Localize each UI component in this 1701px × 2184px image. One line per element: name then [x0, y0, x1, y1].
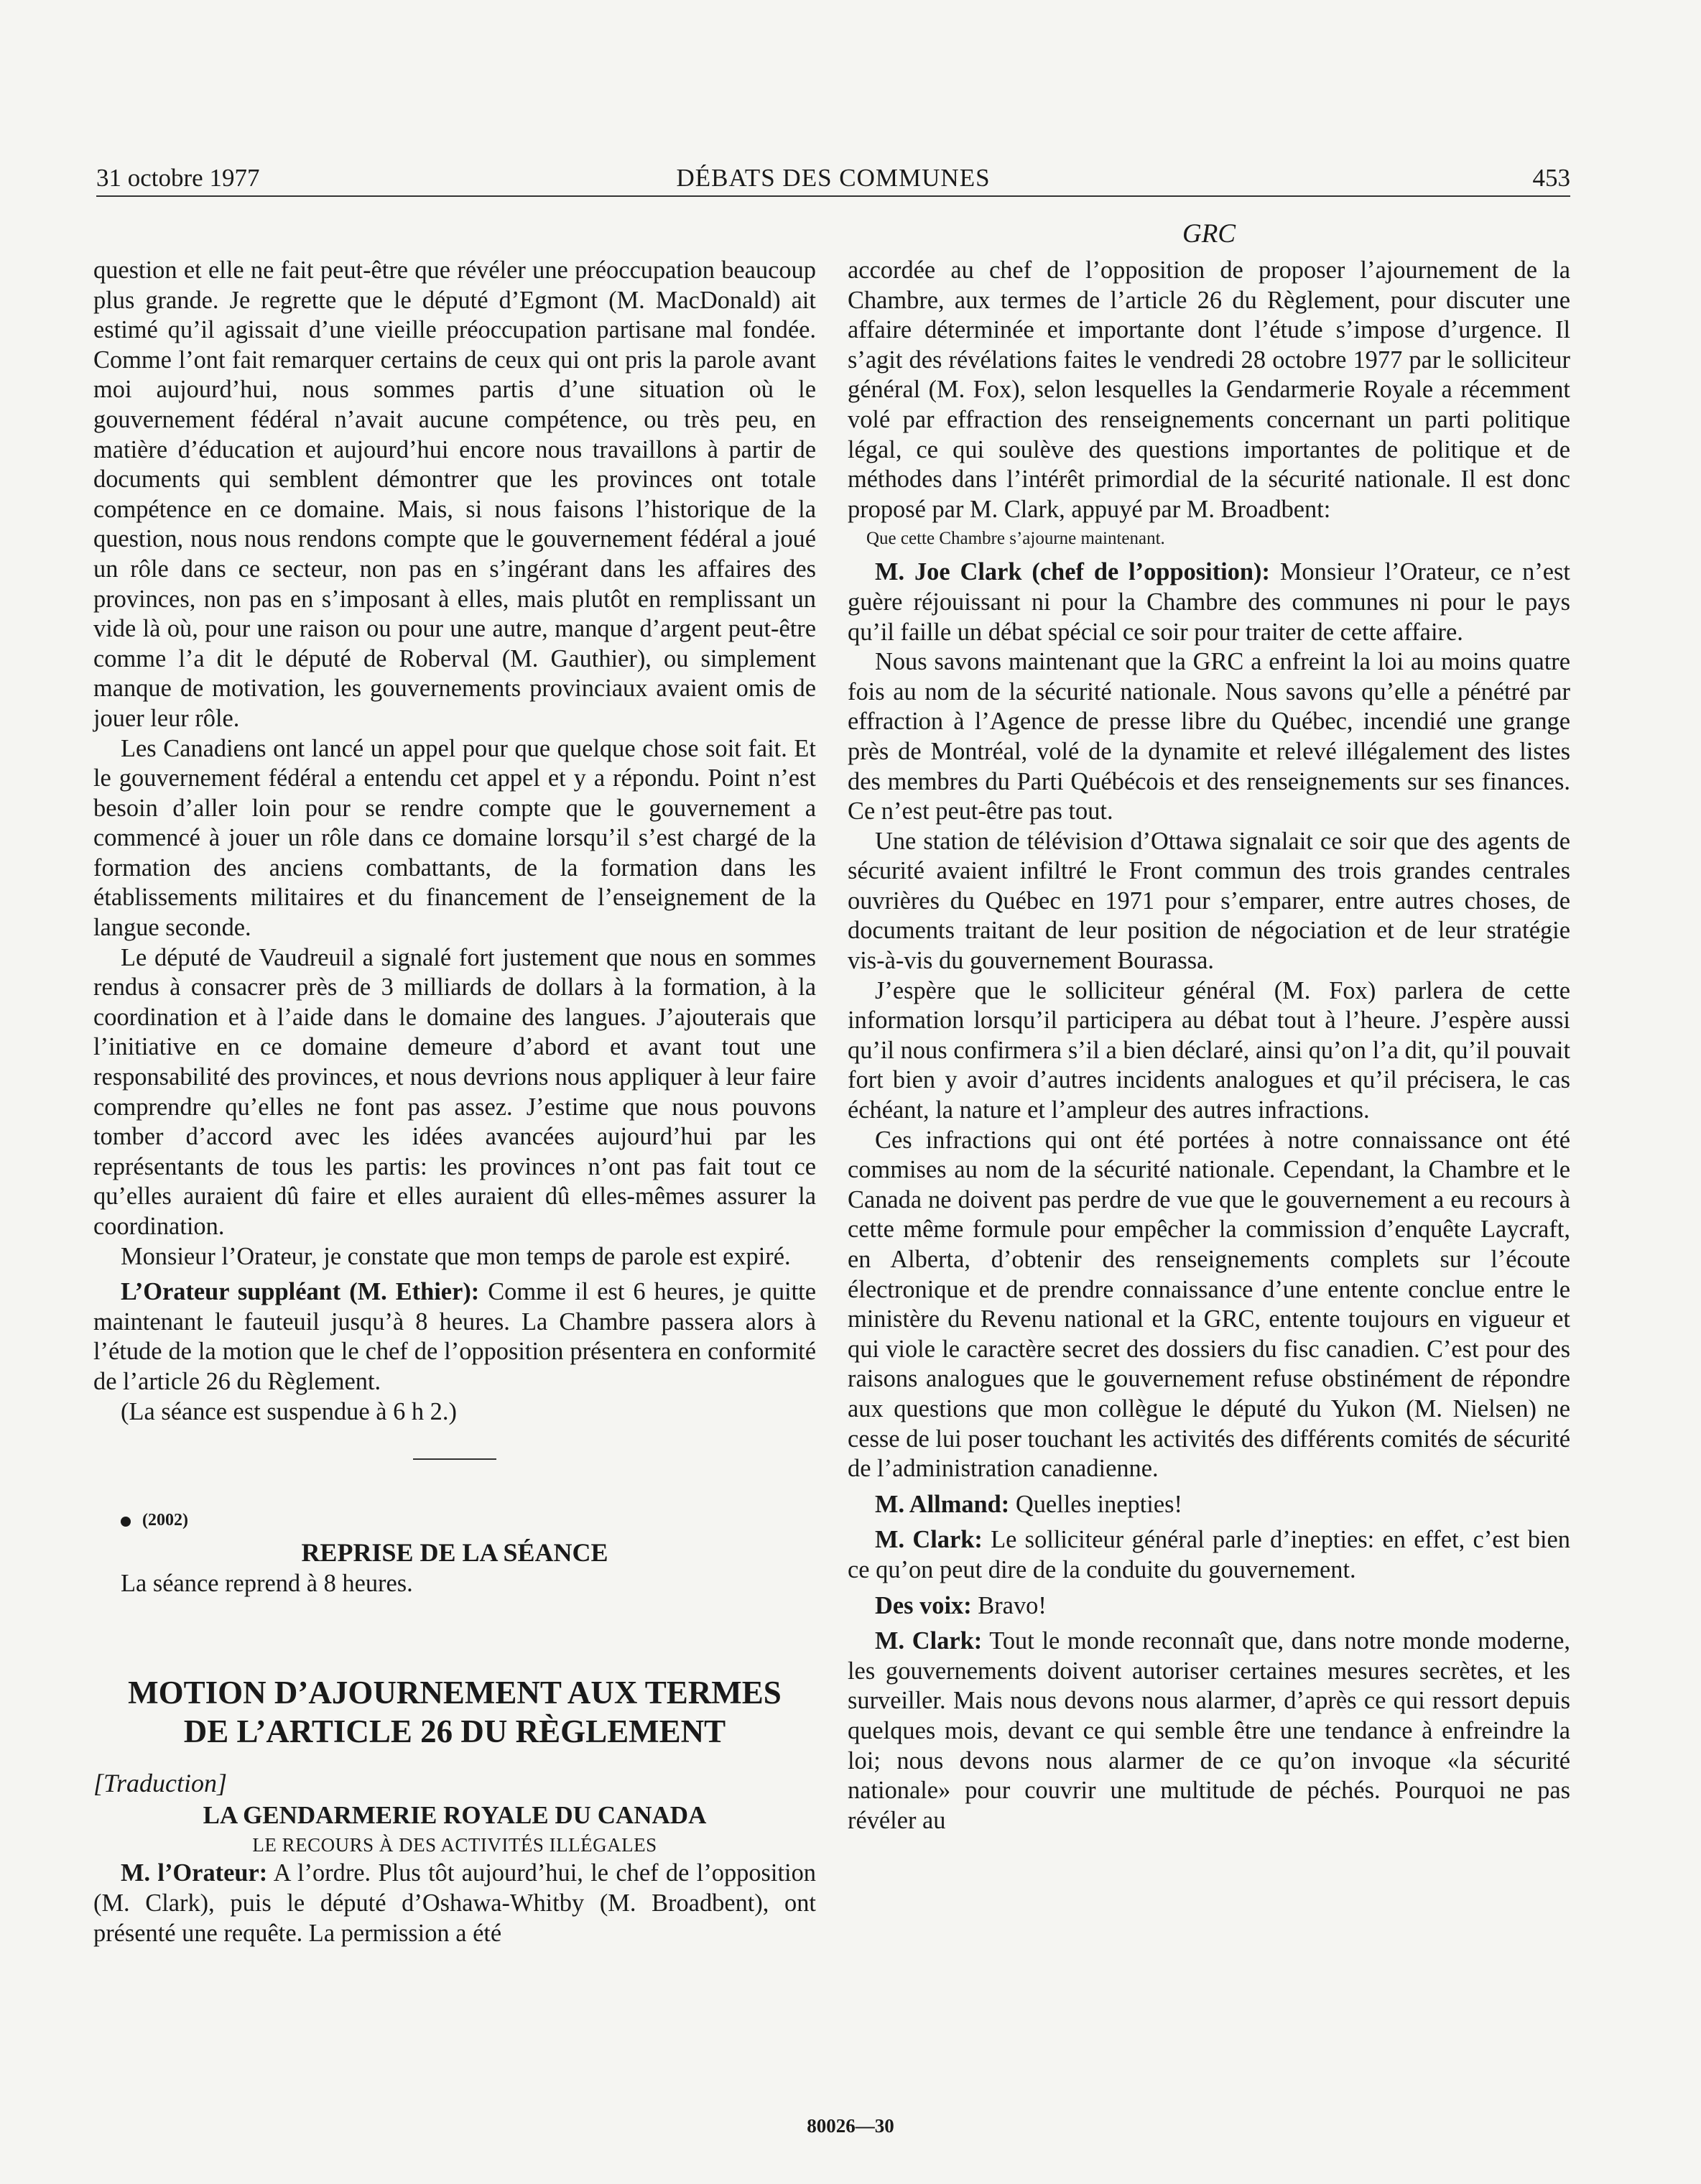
speaker-name: M. Allmand:	[875, 1490, 1010, 1518]
paragraph: (La séance est suspendue à 6 h 2.)	[121, 1397, 457, 1425]
section-divider	[413, 1458, 496, 1460]
left-column	[93, 256, 816, 1948]
topic-heading: GRC	[1182, 219, 1236, 249]
speech-text: A l’ordre. Plus tôt aujourd’hui, le chef de l’opposition (M. Clark), puis le député d’Oshawa-Whitby (M. Broadbent), ont présenté une requête. La permission a été	[93, 1859, 816, 1947]
paragraph: Nous savons maintenant que la GRC a enfreint la loi au moins quatre fois au nom de la sécurité nationale. Nous savons qu’elle a pénétré par effraction à l’Agence de presse libre du Québec, incendié une grange près de Montréal, volé de la dynamite et relevé illégalement des listes des membres du Parti Québécois et des renseignements sur ses finances. Ce n’est peut-être pas tout.	[848, 648, 1570, 825]
bullet-icon	[121, 1517, 131, 1527]
speaker-name: M. l’Orateur:	[121, 1859, 268, 1887]
paragraph: Les Canadiens ont lancé un appel pour que quelque chose soit fait. Et le gouvernement fédéral a entendu cet appel et y a répondu. Point n’est besoin d’aller loin pour se rendre compte que le gouvernement a commencé à jouer un rôle dans ce domaine lorsqu’il s’est chargé de la formation des anciens combattants, de la formation dans les établissements militaires et du financement de l’enseignement de la langue seconde.	[93, 734, 816, 942]
speech-text: Quelles inepties!	[1009, 1490, 1182, 1518]
speech-paragraph	[848, 557, 1570, 647]
paragraph: J’espère que le solliciteur général (M. Fox) parlera de cette information lorsqu’il participera au débat tout à l’heure. J’espère aussi qu’il nous confirmera s’il a bien déclaré, ainsi qu’on l’a dit, qu’il pouvait fort bien y avoir d’autres incidents analogues et qu’il précisera, le cas échéant, la nature et l’ampleur des autres infractions.	[848, 976, 1570, 1124]
speech-paragraph	[93, 1277, 816, 1397]
paragraph: question et elle ne fait peut-être que révéler une préoccupation beaucoup plus grande. Je regrette que le député d’Egmont (M. MacDonald) ait estimé qu’il agissait d’une vieille préoccupation partisane mal fondée. Comme l’ont fait remarquer certains de ceux qui ont pris la parole avant moi aujourd’hui, nous sommes partis d’une situation où le gouvernement fédéral n’avait aucune compétence, ou très peu, en matière d’éducation et aujourd’hui encore nous travaillons à partir de documents qui semblent démontrer que les provinces ont totale compétence en ce domaine. Mais, si nous faisons l’historique de la question, nous nous rendons compte que le gouvernement fédéral a joué un rôle dans ce secteur, non pas en s’ingérant dans les affaires des provinces, non pas en s’imposant à elles, mais plutôt en remplissant un vide là où, pour une raison ou pour une autre, manque d’argent peut-être comme l’a dit le député de Roberval (M. Gauthier), ou simplement manque de motivation, les gouvernements provinciaux avaient omis de jouer leur rôle.	[93, 256, 816, 732]
paragraph: Monsieur l’Orateur, je constate que mon temps de parole est expiré.	[121, 1242, 791, 1270]
speech-paragraph	[848, 1490, 1570, 1520]
speaker-name: Des voix:	[875, 1591, 972, 1619]
timestamp-marker	[93, 1506, 816, 1536]
speech-text: Bravo!	[971, 1591, 1047, 1619]
paragraph: Ces infractions qui ont été portées à notre connaissance ont été commises au nom de la sécurité nationale. Cependant, la Chambre et le Canada ne doivent pas perdre de vue que le gouvernement a eu recours à cette même formule pour empêcher la commission d’enquête Laycraft, en Alberta, d’obtenir des renseignements complets sur l’écoute électronique et de prendre connaissance d’une entente conclue entre le ministère du Revenu national et la GRC, entente toujours en vigueur et qui viole le caractère secret des dossiers du fisc canadien. C’est pour des raisons analogues que le gouvernement refuse obstinément de répondre aux questions que mon collègue le député du Yukon (M. Nielsen) ne cesse de lui poser touchant les activités des différents comités de sécurité de l’administration canadienne.	[848, 1126, 1570, 1483]
grc-heading: LA GENDARMERIE ROYALE DU CANADA	[203, 1801, 707, 1830]
speech-paragraph	[848, 1627, 1570, 1836]
speech-text: Tout le monde reconnaît que, dans notre monde moderne, les gouvernements doivent autoriser certaines mesures secrètes, et les surveiller. Mais nous devons nous alarmer, d’après ce qui ressort depuis quelques mois, devant ce qui semble être une tendance à enfreindre la loi; nous devons nous alarmer de ce qu’on invoque «la sécurité nationale» pour couvrir une multitude de péchés. Pourquoi ne pas révéler au	[848, 1627, 1570, 1834]
paragraph: La séance reprend à 8 heures.	[121, 1569, 413, 1597]
speech-text: Le solliciteur général parle d’inepties: en effet, c’est bien ce qu’on peut dire de la conduite du gouvernement.	[848, 1526, 1570, 1583]
speech-paragraph	[848, 1525, 1570, 1585]
motion-heading-line: DE L’ARTICLE 26 DU RÈGLEMENT	[183, 1713, 726, 1750]
speech-text: Monsieur l’Orateur, ce n’est guère réjouissant ni pour la Chambre des communes ni pour le pays qu’il faille un débat spécial ce soir pour traiter de cette affaire.	[848, 558, 1570, 646]
motion-heading	[93, 1673, 816, 1751]
resume-heading: REPRISE DE LA SÉANCE	[301, 1537, 608, 1567]
grc-subheading: LE RECOURS À DES ACTIVITÉS ILLÉGALES	[252, 1834, 657, 1856]
speaker-name: M. Joe Clark (chef de l’opposition):	[875, 558, 1270, 586]
speaker-name: M. Clark:	[875, 1526, 983, 1554]
motion-heading-line: MOTION D’AJOURNEMENT AUX TERMES	[128, 1675, 782, 1711]
header-page-number: 453	[1532, 164, 1570, 192]
motion-quote: Que cette Chambre s’ajourne maintenant.	[866, 529, 1165, 549]
timestamp: (2002)	[142, 1511, 188, 1530]
translation-label: [Traduction]	[93, 1769, 228, 1798]
paragraph: Une station de télévision d’Ottawa signalait ce soir que des agents de sécurité avaient infiltré le Front commun des trois grandes centrales ouvrières du Québec en 1971 pour s’emparer, entre autres choses, de documents traitant de leur position de négociation et de leur stratégie vis-à-vis du gouvernement Bourassa.	[848, 827, 1570, 975]
right-column	[848, 256, 1570, 1836]
paragraph: accordée au chef de l’opposition de proposer l’ajournement de la Chambre, aux termes de l’article 26 du Règlement, pour discuter une affaire déterminée et importante dont l’étude s’impose d’urgence. Il s’agit des révélations faites le vendredi 28 octobre 1977 par le solliciteur général (M. Fox), selon lesquelles la Gendarmerie Royale a récemment volé par effraction des renseignements concernant un parti politique légal, ce qui soulève des questions importantes de politique et de méthodes dans l’intérêt primordial de la sécurité nationale. Il est donc proposé par M. Clark, appuyé par M. Broadbent:	[848, 256, 1570, 523]
header-publication-title: DÉBATS DES COMMUNES	[676, 164, 991, 192]
paragraph: Le député de Vaudreuil a signalé fort justement que nous en sommes rendus à consacrer près de 3 milliards de dollars à la formation, à la coordination et à l’aide dans le domaine des langues. J’ajouterais que l’initiative en ce domaine demeure d’abord et avant tout une responsabilité des provinces, et nous devrions nous appliquer à leur faire comprendre qu’elles ne font pas assez. J’estime que nous pouvons tomber d’accord avec les idées avancées aujourd’hui par les représentants de tous les partis: les provinces n’ont pas fait tout ce qu’elles auraient dû faire et elles auraient dû elles-mêmes assurer la coordination.	[93, 943, 816, 1240]
running-head	[96, 161, 1570, 197]
speaker-name: M. Clark:	[875, 1627, 983, 1655]
header-date: 31 octobre 1977	[96, 164, 260, 192]
footer-print-code: 80026—30	[807, 2115, 894, 2137]
speech-paragraph	[848, 1591, 1570, 1621]
speech-text: Comme il est 6 heures, je quitte maintenant le fauteuil jusqu’à 8 heures. La Chambre passera alors à l’étude de la motion que le chef de l’opposition présentera en conformité de l’article 26 du Règlement.	[93, 1278, 816, 1395]
speech-paragraph	[93, 1859, 816, 1948]
speaker-name: L’Orateur suppléant (M. Ethier):	[121, 1278, 480, 1306]
